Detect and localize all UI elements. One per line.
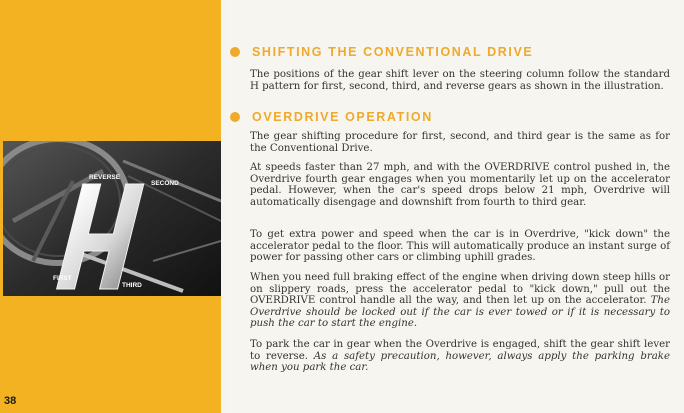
label-first: FIRST bbox=[53, 275, 72, 282]
paragraph-italic-text: As a safety precaution, however, always apply the parking brake when you park the car. bbox=[250, 350, 670, 374]
label-third: THIRD bbox=[122, 282, 142, 289]
paragraph bbox=[250, 69, 670, 92]
paragraph bbox=[250, 272, 670, 330]
paragraph-text: The gear shifting procedure for first, second, and third gear is the same as for the Conventional Drive. bbox=[250, 131, 670, 154]
paragraph bbox=[250, 229, 670, 264]
paragraph-text: At speeds faster than 27 mph, and with the OVERDRIVE control pushed in, the Overdrive fourth gear engages when you momentarily let up on the accelerator pedal. However, when the car's speed drops below 21 mph, Overdrive will automatically disengage and downshift from fourth to third gear. bbox=[250, 162, 670, 208]
text-column bbox=[226, 0, 684, 413]
paragraph-text: To get extra power and speed when the car is in Overdrive, "kick down" the accelerator pedal to the floor. This will automatically produce an instant surge of power for passing other cars or climbing uphill grades. bbox=[250, 229, 670, 264]
yellow-sidebar bbox=[0, 0, 221, 413]
h-pattern-diagram bbox=[3, 141, 221, 296]
heading-text: SHIFTING THE CONVENTIONAL DRIVE bbox=[252, 45, 534, 59]
paragraph bbox=[250, 339, 670, 374]
page-number: 38 bbox=[4, 395, 17, 407]
bullet-icon bbox=[230, 47, 240, 57]
section-heading-overdrive bbox=[230, 110, 433, 124]
bullet-icon bbox=[230, 112, 240, 122]
paragraph bbox=[250, 162, 670, 208]
paragraph-text: To park the car in gear when the Overdrive is engaged, shift the gear shift lever to reverse. bbox=[250, 339, 670, 362]
paragraph-italic-text: The Overdrive should be locked out if the car is ever towed or if it is necessary to push the car to start the engine. bbox=[250, 295, 670, 330]
paragraph bbox=[250, 131, 670, 154]
gear-shift-illustration bbox=[3, 141, 221, 296]
paragraph-text: The positions of the gear shift lever on the steering column follow the standard H pattern for first, second, third, and reverse gears as shown in the illustration. bbox=[250, 69, 670, 92]
label-reverse: REVERSE bbox=[89, 174, 121, 181]
heading-text: OVERDRIVE OPERATION bbox=[252, 110, 433, 124]
section-heading-conventional bbox=[230, 45, 533, 59]
label-second: SECOND bbox=[151, 180, 179, 187]
paragraph-text: When you need full braking effect of the engine when driving down steep hills or on slippery roads, press the accelerator pedal to "kick down," pull out the OVERDRIVE control handle all the way, and then let up on the accelerator. bbox=[250, 272, 670, 307]
